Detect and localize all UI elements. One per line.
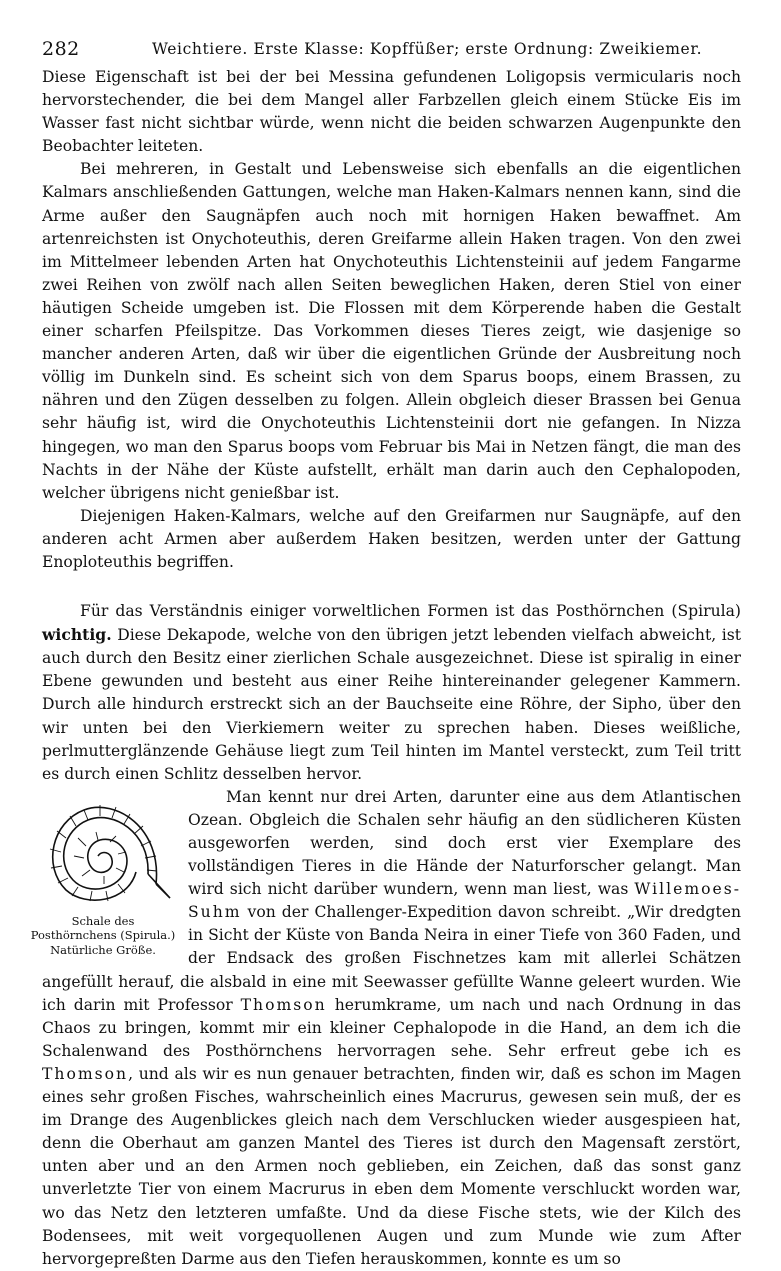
- page-number: 282: [42, 38, 80, 60]
- paragraph-loligopsis: Diese Eigenschaft ist bei der bei Messina gefundenen Loligopsis vermicularis noch hervorstechender, die bei dem Mangel aller Farbzellen gleich einem Stücke Eis im Wasser fast nicht sichtbar würde, wenn nicht die beiden schwarzen Augenpunkte den Beobachter leiteten.: [42, 68, 741, 156]
- spirula-intro-bold: wichtig.: [42, 625, 112, 645]
- section-gap: [42, 574, 741, 600]
- running-title: Weichtiere. Erste Klasse: Kopffüßer; erste Ordnung: Zweikiemer.: [152, 40, 703, 58]
- name-thomson: Thomson: [42, 1064, 129, 1083]
- spirula-shell-illustration: [28, 792, 178, 912]
- spirula-intro-rest: Diese Dekapode, welche von den übrigen jetzt lebenden vielfach abweicht, ist auch durch den Besitz einer zierlichen Schale ausgezeichnet. Diese ist spiralig in einer Ebene gewunden und besteht aus einer Reihe hintereinander gelegener Kammern. Durch alle hindurch erstreckt sich an der Bauchseite eine Röhre, der Sipho, über den wir unten bei den Vierkiemern weiter zu sprechen haben. Dieses weißliche, perlmutterglänzende Gehäuse liegt zum Teil hinten im Mantel versteckt, zum Teil tritt es durch einen Schlitz desselben hervor.: [42, 626, 741, 783]
- name-willemoes-suhm: Willemoes-Suhm: [188, 880, 741, 922]
- name-thomson: Thomson: [240, 995, 327, 1014]
- page-body: [30, 66, 742, 1271]
- paragraph-haken-kalmars: Bei mehreren, in Gestalt und Lebensweise sich ebenfalls an die eigentlichen Kalmars anschließenden Gattungen, welche man Haken-Kalmars nennen kann, sind die Arme außer den Saugnäpfen auch noch mit hornigen Haken bewaffnet. Am artenreichsten ist Onychoteuthis, deren Greifarme allein Haken tragen. Von den zwei im Mittelmeer lebenden Arten hat Onychoteuthis Lichtensteinii auf jedem Fangarme zwei Reihen von zwölf nach allen Seiten beweglichen Haken, deren Stiel von einer häutigen Scheide umgeben ist. Die Flossen mit dem Körperende haben die Gestalt einer scharfen Pfeilspitze. Das Vorkommen dieses Tieres zeigt, wie dasjenige so mancher anderen Arten, daß wir über die eigentlichen Gründe der Ausbreitung noch völlig im Dunkeln sind. Es scheint sich von dem Sparus boops, einem Brassen, zu nähren und den Zügen desselben zu folgen. Allein obgleich dieser Brassen bei Genua sehr häufig ist, wird die Onychoteuthis Lichtensteinii dort nie gefangen. In Nizza hingegen, wo man den Sparus boops vom Februar bis Mai in Netzen fängt, die man des Nachts in der Nähe der Küste aufstellt, erhält man darin auch den Cephalopoden, welcher übrigens nicht genießbar ist.: [42, 160, 741, 502]
- page-header: [42, 38, 741, 62]
- paragraph-enoploteuthis: Diejenigen Haken-Kalmars, welche auf den Greifarmen nur Saugnäpfe, auf den anderen acht Armen aber außerdem Haken besitzen, werden unter der Gattung Enoploteuthis begriffen.: [42, 506, 741, 571]
- paragraph-spirula-arten: Man kennt nur drei Arten, darunter eine aus dem Atlantischen Ozean. Obgleich die Schalen sehr häufig an den südlicheren Küsten ausgeworfen werden, sind doch erst vier Exemplare des vollständigen Tieres in die Hände der Naturforscher gelangt. Man wird sich nicht darüber wundern, wenn man liest, was Willemoes-Suhm von der Challenger-Expedition davon schreibt. „Wir dredgten in Sicht der Küste von Banda Neira in einer Tiefe von 360 Faden, und der Endsack des großen Fischnetzes kam mit allerlei Schätzen angefüllt herauf, die alsbald in eine mit Seewasser gefüllte Wanne geleert wurden. Wie ich darin mit Professor Thomson herumkrame, um nach und nach Ordnung in das Chaos zu bringen, kommt mir ein kleiner Cephalopode in die Hand, an dem ich die Schalenwand des Posthörnchens hervorragen sehe. Sehr erfreut gebe ich es Thomson, und als wir es nun genauer betrachten, finden wir, daß es schon im Magen eines sehr großen Fisches, wahrscheinlich eines Macrurus, gewesen sein muß, der es im Drange des Augenblickes gleich nach dem Verschlucken wieder ausgespieen hat, denn die Oberhaut am ganzen Mantel des Tieres ist durch den Magensaft zerstört, unten aber und an den Armen noch geblieben, ein Zeichen, daß das sonst ganz unverletzte Tier von einem Macrurus in eben dem Momente verschluckt worden war, wo das Netz den letzteren umfaßte. Und da diese Fische stets, wie der Kilch des Bodensees, mit weit vorgequollenen Augen und zum Munde wie zum After hervorgepreßten Darme aus den Tiefen herauskommen, konnte es um so: [42, 787, 742, 1268]
- spirula-intro-start: Für das Verständnis einiger vorweltlichen Formen ist das Posthörnchen (Spirula): [80, 602, 741, 621]
- paragraph-spirula-intro: [42, 600, 741, 786]
- spirula-figure: [28, 792, 178, 958]
- figure-caption: Schale des Posthörnchens (Spirula.) Natürliche Größe.: [30, 913, 176, 957]
